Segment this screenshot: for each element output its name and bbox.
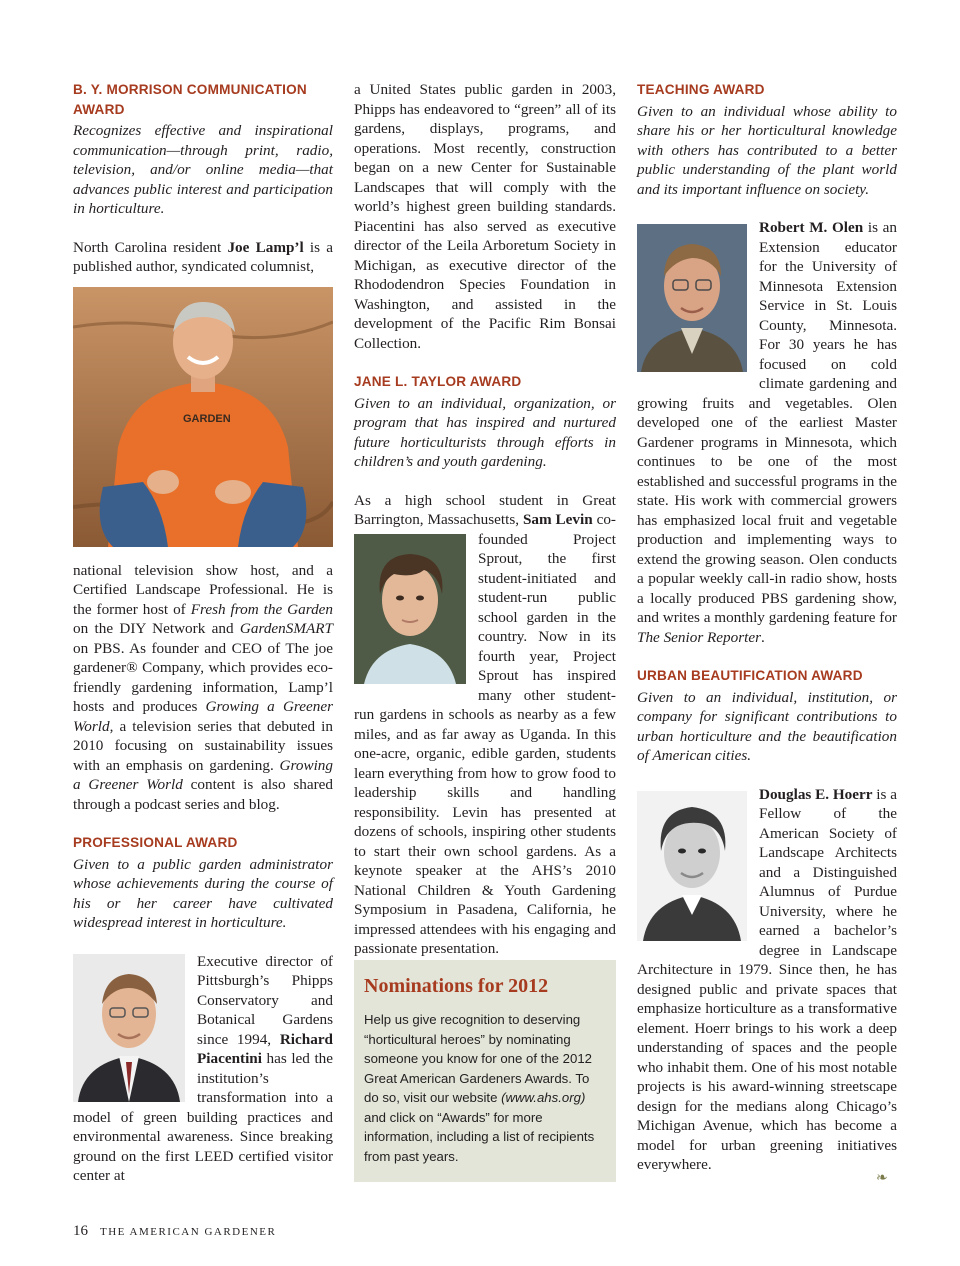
sam-levin-photo (354, 534, 466, 684)
page-footer (73, 1223, 276, 1240)
douglas-hoerr-photo (637, 791, 747, 941)
urban-award-description: Given to an individual, institution, or company for significant contributions to urban horticulture and the beautification of American cities. (637, 688, 897, 764)
olen-bio: Robert M. Olen is an Extension educator for the University of Minnesota Extension Service in St. Louis County, Minnesota. For 30 years he has focused on cold climate gardening and growing fruits and vegetables. Olen developed one of the earliest Master Gardener programs in Minnesota, which continues to be one of the most established and successful programs in the state. His work with commercial growers has emphasized local fruit and vegetable production and implementing ways to extend the growing season. Olen conducts a popular weekly call-in radio show, hosts a locally produced PBS gardening show, and writes a monthly gardening feature for The Senior Reporter. (637, 219, 897, 646)
nominations-sidebar (354, 960, 616, 1182)
piacentini-bio: Executive director of Pittsburgh’s Phipps Conservatory and Botanical Gardens since 1994, Richard Piacentini has led the institution’s transformation into a model of green building practices and environmental awareness. Since breaking ground on the first LEED certified visitor center at (73, 952, 333, 1184)
nominations-title: Nominations for 2012 (364, 975, 549, 997)
robert-olen-photo (637, 224, 747, 372)
teaching-award-title: TEACHING AWARD (637, 82, 765, 97)
piacentini-bio-continued: a United States public garden in 2003, Phipps has endeavored to “green” all of its gardens, displays, programs, and operations. Most recently, construction began on a new Center for Sustainable Landscapes that will comply with the world’s highest green building standards. Piacentini has also served as executive director of the Leila Arboretum Society in Michigan, as executive director of the Rhododendron Species Foundation in Washington, and assisted in the development of the Pacific Rim Bonsai Collection. (354, 81, 616, 352)
joe-lampl-photo (73, 287, 333, 547)
senior-reporter-title: The Senior Reporter (637, 628, 762, 646)
morrison-award-description: Recognizes effective and inspirational communication—through print, radio, television, and/or online media—that advances public interest and participation in horticulture. (73, 122, 333, 217)
publication-name: THE AMERICAN GARDENER (100, 1226, 277, 1238)
lampl-name: Joe Lamp’l (227, 238, 304, 256)
website-link[interactable]: (www.ahs.org) (501, 1090, 586, 1105)
column-left (73, 80, 333, 1186)
morrison-award-title: B. Y. MORRISON COMMUNICATION AWARD (73, 82, 307, 117)
richard-piacentini-photo (73, 954, 185, 1102)
page-number: 16 (73, 1223, 88, 1239)
taylor-award-description: Given to an individual, organization, or program that has inspired and nurtured future horticulturists through efforts in children’s and youth gardening. (354, 394, 616, 470)
column-right (637, 80, 897, 1175)
shirt-text: GARDEN (183, 412, 231, 425)
column-middle (354, 80, 616, 959)
olen-name: Robert M. Olen (759, 219, 864, 236)
teaching-award-description: Given to an individual whose ability to share his or her horticultural knowledge with others has contributed to a better public understanding of the plant world and its important influence on society. (637, 102, 897, 198)
nominations-body: Help us give recognition to deserving “horticultural heroes” by nominating someone you know for one of the 2012 Great American Gardeners Awards. To do so, visit our website (www.ahs.org) and click on “Awards” for more information, including a list of recipients from past years. (364, 1012, 595, 1164)
urban-award-title: URBAN BEAUTIFICATION AWARD (637, 668, 863, 683)
lampl-bio-intro: North Carolina resident Joe Lamp’l is a published author, syndicated columnist, (73, 238, 334, 275)
hoerr-bio: Douglas E. Hoerr is a Fellow of the American Society of Landscape Architects and a Distinguished Alumnus of Purdue University, where he earned a bachelor’s degree in Landscape Architecture in 1979. Since then, he has designed public and private spaces that emphasize horticulture as a transformative element. Hoerr brings to his work a deep understanding of spaces and the people who inhabit them. One of his most notable projects is his award-winning streetscape design for the medians along Chicago’s Michigan Avenue, which has become a model for urban greening initiatives everywhere. (637, 785, 897, 1173)
piacentini-name: Richard Piacentini (197, 1030, 333, 1067)
professional-award-title: PROFESSIONAL AWARD (73, 835, 238, 850)
hoerr-name: Douglas E. Hoerr (759, 785, 873, 803)
end-of-article-icon: ❧ (876, 1171, 888, 1186)
levin-bio: As a high school student in Great Barrington, Massachusetts, Sam Levin co-founded Project Sprout, the first student-initiated and student-run public school garden in the country. Now in its fourth year, Project Sprout has inspired many other student-run gardens in schools as nearby as a few miles, and as far away as Uganda. In this one-acre, organic, edible garden, students learn everything from how to grow food to leadership skills and handling responsibility. Levin has presented at dozens of schools, inspiring other students to start their own school gardens. As a keynote speaker at the AHS’s 2010 National Children & Youth Gardening Symposium in Pasadena, California, he impressed attendees with his engaging and passionate presentation. (354, 491, 616, 957)
levin-name: Sam Levin (522, 511, 593, 528)
lampl-bio-continued: national television show host, and a Certified Landscape Professional. He is the former host of Fresh from the Garden on the DIY Network and GardenSMART on PBS. As founder and CEO of The joe gardener® Company, which provides eco-friendly gardening information, Lamp’l hosts and produces Growing a Greener World, a television series that debuted in 2010 focusing on sustainability issues with an emphasis on gardening. Growing a Greener World content is also shared through a podcast series and blog. (73, 561, 334, 813)
professional-award-description: Given to a public garden administrator whose achievements during the course of his or her career have cultivated widespread interest in horticulture. (73, 855, 333, 931)
taylor-award-title: JANE L. TAYLOR AWARD (354, 374, 522, 389)
